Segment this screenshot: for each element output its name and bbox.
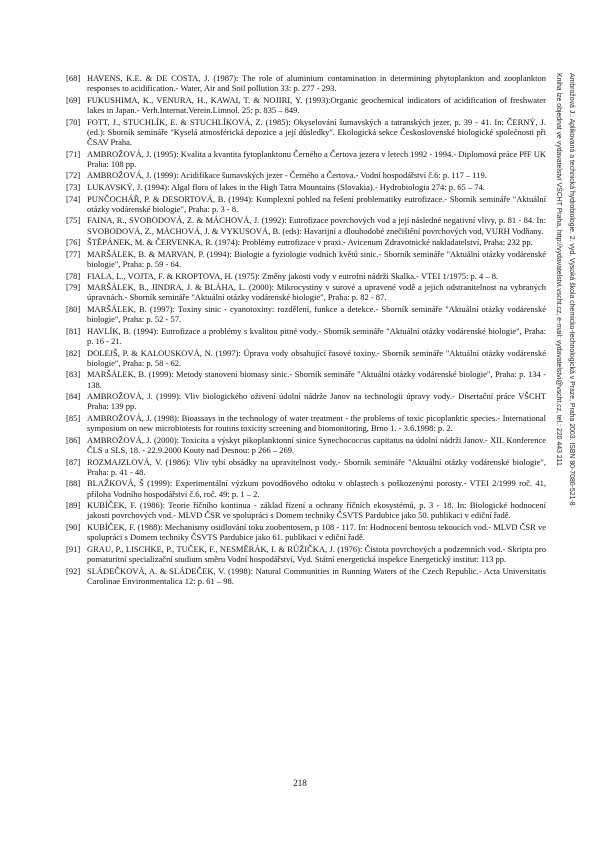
reference-text: ŠTĚPÁNEK, M. & ČERVENKA, R. (1974): Problémy eutrofizace v praxi.- Avicenum Zdravotnické nakladatelství, Praha: 232 pp. <box>87 237 533 248</box>
reference-item <box>66 237 546 247</box>
reference-number: [91] <box>66 543 81 554</box>
reference-item <box>66 73 546 93</box>
reference-number: [81] <box>66 325 81 336</box>
reference-item <box>66 271 546 281</box>
reference-item <box>66 326 546 346</box>
reference-item <box>66 348 546 368</box>
reference-text: FUKUSHIMA, K., VENURA, H., KAWAI, T. & NOJIRI, Y. (1993):Organic geochemical indicators of acidification of freshwater lakes in Japan.- Verh.Internat.Verein.Limnol. 25: p. 835 – 849. <box>87 94 546 115</box>
reference-text: HAVLÍK, B. (1994): Eutrofizace a problémy s kvalitou pitné vody.- Sborník semináře "Aktuální otázky vodárenské biologie", Praha: p. 16 - 21. <box>87 325 546 346</box>
reference-text: AMBROŽOVÁ, J. (2000): Toxicita a výskyt pikoplanktonní sinice Synechococcus capitatus na údolní nádrži Janov.- XII. Konference ČLS a SLS, 18. - 22.9.2000 Kouty nad Desnou: p 266 – 269. <box>87 434 546 455</box>
reference-text: AMBROŽOVÁ, J. (1999): Acidifikace šumavských jezer - Černého a Čertova.- Vodní hospodářství č.6: p. 117 – 119. <box>87 170 487 181</box>
reference-number: [92] <box>66 565 81 576</box>
reference-text: MARŠÁLEK, B. (1999): Metody stanovení biomasy sinic.- Sborník semináře "Aktuální otázky vodárenské biologie", Praha: p. 134 - 138. <box>87 369 546 390</box>
reference-text: MARŠÁLEK, B., JINDRA, J. & BLÁHA, L. (2000): Mikrocystiny v surové a upravené vodě a jejich odstranitelnost na vybraných úpravnách.- Sborník semináře "Aktuální otázky vodárenské biologie", Praha: p. 82 - 87. <box>87 282 546 303</box>
reference-text: AMBROŽOVÁ, J. (1999): Vliv biologického oživení údolní nádrže Janov na technologii úpravy vody.- Disertační práce VŠCHT Praha: 139 pp. <box>87 391 546 412</box>
reference-text: DOLEJŠ, P. & KALOUSKOVÁ, N. (1997): Úprava vody obsahující řasové toxiny.- Sborník semináře "Aktuální otázky vodárenské biologie", Praha: p. 58 - 62. <box>87 347 546 368</box>
reference-item <box>66 544 546 564</box>
reference-text: ROZMAJZLOVÁ, V. (1986): Vliv tybí obsádky na upravitelnost vody.- Sborník semináře "Aktuální otázky vodárenské biologie", Praha: p. 41 - 48. <box>87 456 546 477</box>
reference-item <box>66 182 546 192</box>
reference-number: [76] <box>66 237 81 248</box>
reference-number: [89] <box>66 500 81 511</box>
reference-item <box>66 194 546 214</box>
reference-number: [88] <box>66 478 81 489</box>
reference-number: [74] <box>66 193 81 204</box>
reference-number: [72] <box>66 170 81 181</box>
reference-item <box>66 478 546 498</box>
reference-number: [71] <box>66 148 81 159</box>
reference-number: [84] <box>66 391 81 402</box>
reference-item <box>66 282 546 302</box>
reference-number: [69] <box>66 94 81 105</box>
reference-item <box>66 457 546 477</box>
reference-number: [85] <box>66 412 81 423</box>
reference-text: GRAU, P., LISCHKE, P., TUČEK, F., NESMĚRÁK, I. & RŮŽIČKA, J. (1976): Čistota povrchových a podzemních vod.- Skripta pro pomaturitní specializační studium směru Vodní hospodářství, Vyd. Státní energetická inspekce Energetický institut: 113 pp. <box>87 543 546 564</box>
reference-item <box>66 413 546 433</box>
reference-text: MARŠÁLEK, B. (1997): Toxiny sinic - cyanotoxiny: rozdělení, funkce a detekce.- Sborník semináře "Aktuální otázky vodárenské biologie", Praha: p. 52 - 57. <box>87 303 546 325</box>
reference-text: LUKAVSKÝ, J. (1994): Algal flora of lakes in the High Tatra Mountains (Slovakia).- Hydrobiologia 274: p. 65 – 74. <box>87 181 485 192</box>
reference-item <box>66 304 546 324</box>
reference-item <box>66 391 546 411</box>
reference-text: KUBÍČEK, F. (1988): Mechanismy osidlování toku zoobentosem, p 108 - 117. In: Hodnocení bentosu tekoucích vod.- MLVD ČSR ve spolupráci s Domem techniky ČSVTS Pardubice jako 61. publikaci v ediční řadě. <box>87 521 546 543</box>
reference-text: FOTT, J., STUCHLÍK, E. & STUCHLÍKOVÁ, Z. (1985): Okyselování šumavských a tatranských jezer, p. 39 - 41. In: ČERNÝ, J. (ed.): Sborník semináře "Kyselá atmosférická depozice a její důsledky". Ekologická sekce Československé biologické společnosti při ČSAV Praha. <box>87 116 546 147</box>
side-note-line-1: Ambrožová J.: Aplikovaná a technická hydrobiologie. 2. vyd. Vysoká škola chemicko-technologická v Praze, Praha 2003. ISBN 80-7080-521-8 <box>568 73 575 506</box>
reference-number: [73] <box>66 181 81 192</box>
reference-text: BLAŽKOVÁ, Š (1999): Experimentální výzkum povodňového odtoku v oblastech s poškozenými porosty.- VTEI 2/1999 roč. 41, příloha Vodního hospodářství č.6, roč. 49: p. 1 – 2. <box>87 478 546 499</box>
side-note <box>555 73 592 585</box>
reference-item <box>66 170 546 180</box>
reference-text: SLÁDEČKOVÁ, A. & SLÁDEČEK, V. (1998): Natural Communities in Running Waters of the Czech Republic.- Acta Universitatis Carolinae Environmentalica 12: p. 61 – 98. <box>87 565 546 586</box>
reference-text: MARŠÁLEK, B. & MARVAN, P. (1994): Biologie a fyziologie vodních květů sinic.- Sborník semináře "Aktuální otázky vodárenské biologie", Praha: p. 59 - 64. <box>87 248 546 269</box>
reference-number: [75] <box>66 215 81 226</box>
reference-item <box>66 369 546 389</box>
reference-item <box>66 566 546 586</box>
page-number: 218 <box>293 778 307 788</box>
reference-text: FAINA, R., SVOBODOVÁ, Z. & MÁCHOVÁ, J. (1992): Eutrofizace povrchových vod a její následné negativní vlivy, p. 81 - 84. In: SVOBODOVÁ, Z., MÁCHOVÁ, J. & VYKUSOVÁ, B. (eds): Havarijní a dlouhodobé znečištění povrchových vod, VURH Vodňany. <box>87 215 546 236</box>
reference-text: KUBÍČEK, F. (1986): Teorie říčního kontinua - základ řízení a ochrany říčních ekosystémů, p. 3 - 18. In: Biologické hodnocení jakosti povrchových vod.- MLVD ČSR ve spolupráci s Domem techniky ČSVTS Pardubice jako 50. publikaci v ediční řadě. <box>87 500 546 521</box>
reference-text: AMBROŽOVÁ, J. (1998): Bioassays in the technology of water treatment - the problems of toxic picoplanktic species.- International symposium on new microbiotests for routins toxicity screening and biomonitoring, Brno 1. - 3.6.1998: p. 2. <box>87 412 546 434</box>
reference-text: HAVENS, K.E. & DE COSTA, J. (1987): The role of aluminium contamination in determining phytoplankton and zooplankton responses to acidification.- Water, Air and Soil pollution 33: p. 277 - 293. <box>87 73 546 94</box>
reference-number: [86] <box>66 434 81 445</box>
reference-item <box>66 249 546 269</box>
reference-number: [79] <box>66 282 81 293</box>
reference-number: [82] <box>66 347 81 358</box>
reference-number: [80] <box>66 303 81 314</box>
reference-number: [77] <box>66 248 81 259</box>
reference-text: PUNČOCHÁŘ, P. & DESORTOVÁ, B. (1994): Komplexní pohled na řešení problematiky eutrofizace.- Sborník semináře "Aktuální otázky vodárenské biologie", Praha: p. 3 - 8. <box>87 193 546 214</box>
reference-number: [87] <box>66 456 81 467</box>
reference-text: FIALA, L., VOJTA, F. & KROPTOVA, H. (1975): Změny jakosti vody v eutrofní nádrži Skalka.- VTEI 1/1975: p. 4 – 8. <box>87 270 499 281</box>
reference-number: [90] <box>66 521 81 532</box>
reference-list <box>66 73 546 587</box>
reference-number: [78] <box>66 270 81 281</box>
reference-item <box>66 117 546 148</box>
reference-item <box>66 522 546 542</box>
reference-item <box>66 149 546 169</box>
reference-text: AMBROŽOVÁ, J. (1995): Kvalita a kvantita fytoplanktonu Černého a Čertova jezera v letech 1992 - 1994.- Diplomová práce PřF UK Praha: 108 pp. <box>87 148 546 169</box>
side-note-line-2: Kniha lze objednat ve vydavatelství VŠCHT Praha, http://vydavatelstvi.vscht.cz, e-mail: vydavatelstvi@vscht.cz, tel.: 220 443 211 <box>555 73 562 466</box>
reference-number: [83] <box>66 369 81 380</box>
reference-item <box>66 215 546 235</box>
reference-number: [70] <box>66 116 81 127</box>
reference-item <box>66 95 546 115</box>
reference-item <box>66 500 546 520</box>
reference-number: [68] <box>66 73 81 83</box>
reference-item <box>66 435 546 455</box>
